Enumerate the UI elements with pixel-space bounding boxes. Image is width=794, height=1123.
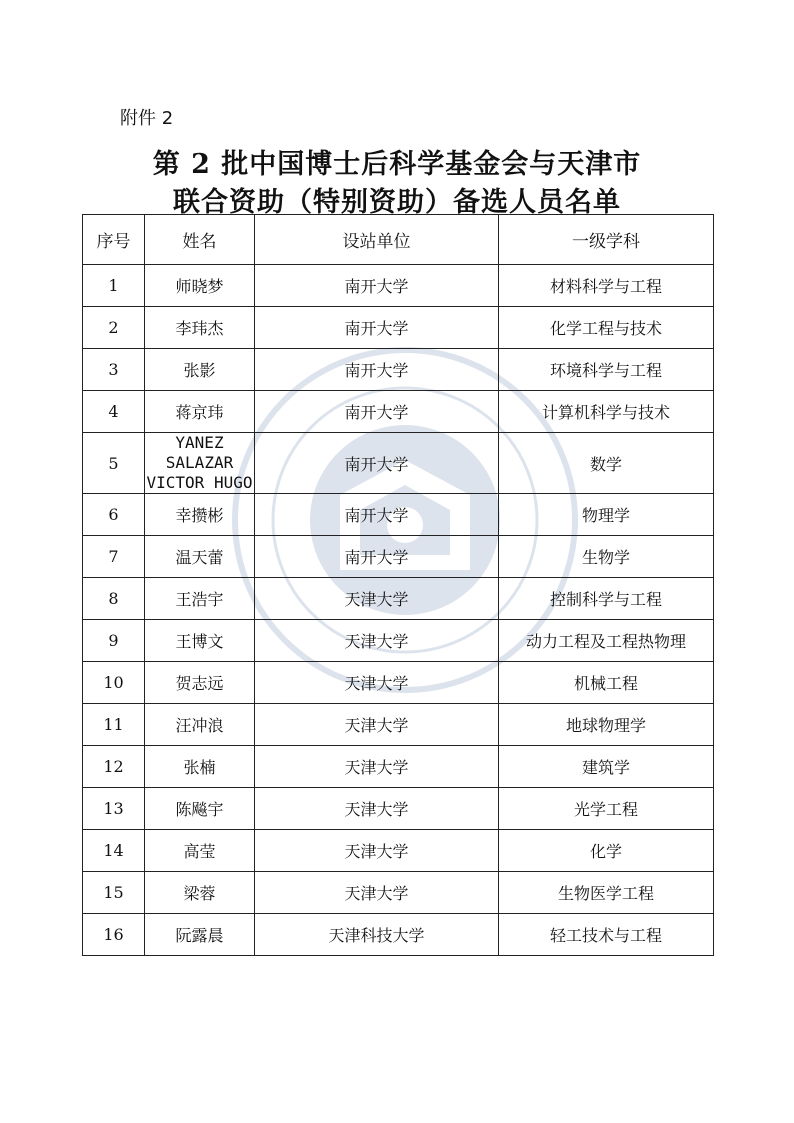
row-discipline: 环境科学与工程: [499, 349, 714, 391]
table-row: [83, 746, 714, 788]
row-unit: 天津大学: [255, 788, 499, 830]
row-discipline: 生物学: [499, 536, 714, 578]
row-name: 幸攒彬: [145, 494, 255, 536]
row-serial: 13: [83, 788, 145, 830]
row-serial: 3: [83, 349, 145, 391]
row-name: 梁蓉: [145, 872, 255, 914]
document-title-line-2: 联合资助（特别资助）备选人员名单: [173, 187, 621, 218]
row-name: 师晓梦: [145, 265, 255, 307]
table-row: [83, 662, 714, 704]
table-row: [83, 265, 714, 307]
row-unit: 天津大学: [255, 578, 499, 620]
table-row: [83, 307, 714, 349]
document-title-line-1: 第 2 批中国博士后科学基金会与天津市: [152, 149, 642, 180]
row-name: 汪冲浪: [145, 704, 255, 746]
row-discipline: 物理学: [499, 494, 714, 536]
row-name: 贺志远: [145, 662, 255, 704]
row-serial: 15: [83, 872, 145, 914]
row-name: 李玮杰: [145, 307, 255, 349]
row-serial: 9: [83, 620, 145, 662]
row-serial: 5: [83, 433, 145, 494]
row-unit: 天津大学: [255, 830, 499, 872]
row-discipline: 生物医学工程: [499, 872, 714, 914]
row-name: 高莹: [145, 830, 255, 872]
row-serial: 6: [83, 494, 145, 536]
row-name: 温天蕾: [145, 536, 255, 578]
row-name: [145, 433, 255, 494]
row-discipline: 建筑学: [499, 746, 714, 788]
row-name: 王博文: [145, 620, 255, 662]
row-unit: 天津大学: [255, 704, 499, 746]
row-discipline: 地球物理学: [499, 704, 714, 746]
row-unit: 南开大学: [255, 391, 499, 433]
candidate-table: [82, 214, 714, 956]
table-row: [83, 788, 714, 830]
table-row: [83, 494, 714, 536]
row-unit: 天津大学: [255, 662, 499, 704]
row-unit: 南开大学: [255, 494, 499, 536]
row-serial: 14: [83, 830, 145, 872]
row-unit: 南开大学: [255, 307, 499, 349]
row-name: 张影: [145, 349, 255, 391]
table-header-row: [83, 215, 714, 265]
row-unit: 天津大学: [255, 872, 499, 914]
row-serial: 10: [83, 662, 145, 704]
row-unit: 天津科技大学: [255, 914, 499, 956]
row-serial: 8: [83, 578, 145, 620]
row-discipline: 计算机科学与技术: [499, 391, 714, 433]
row-name-line: YANEZ SALAZAR: [165, 433, 234, 472]
attachment-label: 附件 2: [120, 108, 174, 129]
header-name: 姓名: [145, 215, 255, 265]
header-serial: 序号: [83, 215, 145, 265]
table-row: [83, 349, 714, 391]
row-serial: 2: [83, 307, 145, 349]
row-unit: 南开大学: [255, 536, 499, 578]
row-discipline: 轻工技术与工程: [499, 914, 714, 956]
row-serial: 16: [83, 914, 145, 956]
row-discipline: 化学: [499, 830, 714, 872]
row-unit: 天津大学: [255, 746, 499, 788]
row-unit: 天津大学: [255, 620, 499, 662]
row-discipline: 动力工程及工程热物理: [499, 620, 714, 662]
row-serial: 7: [83, 536, 145, 578]
row-name: 张楠: [145, 746, 255, 788]
row-unit: 南开大学: [255, 349, 499, 391]
row-serial: 12: [83, 746, 145, 788]
table-row: [83, 830, 714, 872]
row-name-line: VICTOR HUGO: [146, 473, 253, 492]
row-discipline: 数学: [499, 433, 714, 494]
row-name: 陈飚宇: [145, 788, 255, 830]
row-serial: 1: [83, 265, 145, 307]
table-row: [83, 872, 714, 914]
table-row: [83, 704, 714, 746]
row-discipline: 机械工程: [499, 662, 714, 704]
table-row: [83, 433, 714, 494]
row-discipline: 光学工程: [499, 788, 714, 830]
table-row: [83, 620, 714, 662]
row-serial: 4: [83, 391, 145, 433]
row-discipline: 材料科学与工程: [499, 265, 714, 307]
header-unit: 设站单位: [255, 215, 499, 265]
table-row: [83, 536, 714, 578]
table-row: [83, 391, 714, 433]
table-row: [83, 914, 714, 956]
row-discipline: 化学工程与技术: [499, 307, 714, 349]
row-name: 王浩宇: [145, 578, 255, 620]
row-name: 蒋京玮: [145, 391, 255, 433]
row-unit: 南开大学: [255, 433, 499, 494]
row-name: 阮露晨: [145, 914, 255, 956]
header-discipline: 一级学科: [499, 215, 714, 265]
row-serial: 11: [83, 704, 145, 746]
table-row: [83, 578, 714, 620]
row-unit: 南开大学: [255, 265, 499, 307]
row-discipline: 控制科学与工程: [499, 578, 714, 620]
